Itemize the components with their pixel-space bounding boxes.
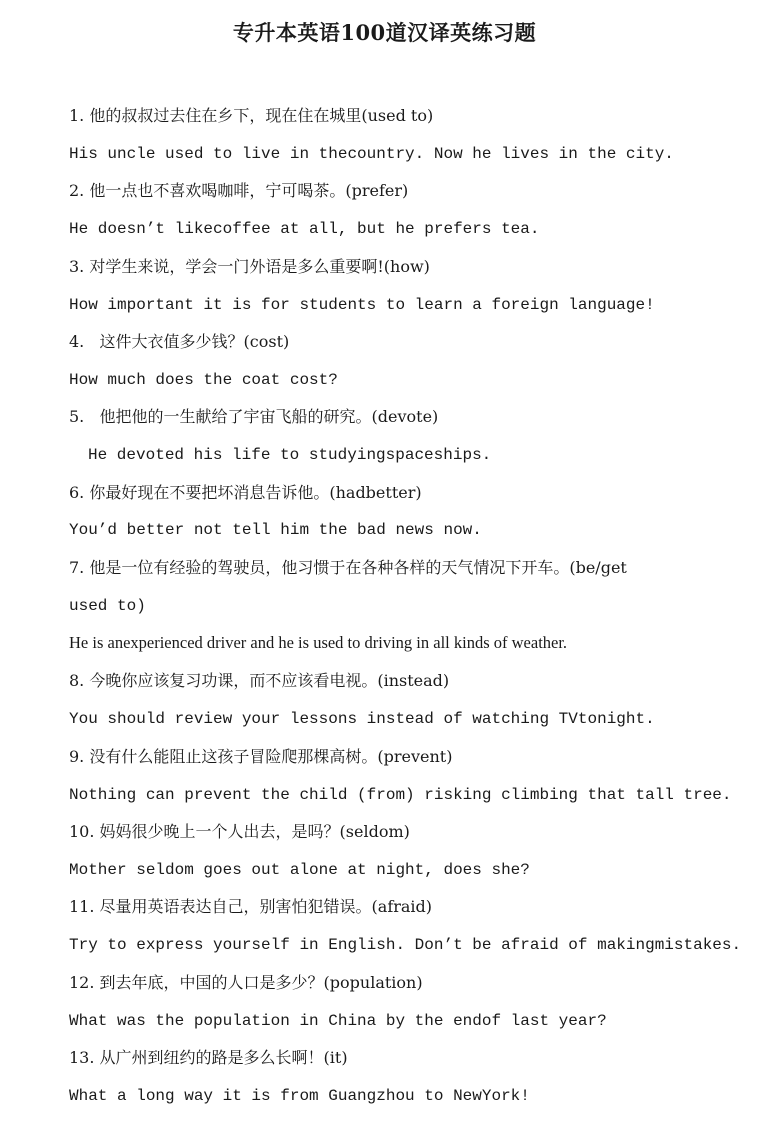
answer-7-english: He is anexperienced driver and he is used to driving in all kinds of weather.	[69, 633, 568, 652]
question-8-chinese: 8. 今晚你应该复习功课，而不应该看电视。(instead)	[69, 671, 450, 690]
answer-3-english: How important it is for students to learn a foreign language!	[69, 296, 655, 314]
question-4-chinese: 4. 这件大衣值多少钱？(cost)	[69, 332, 290, 351]
answer-13-english: What a long way it is from Guangzhou to NewYork!	[69, 1087, 530, 1105]
question-3-chinese: 3. 对学生来说，学会一门外语是多么重要啊!(how)	[69, 257, 430, 276]
question-10-chinese: 10. 妈妈很少晚上一个人出去，是吗？(seldom)	[69, 822, 410, 841]
answer-6-english: You’d better not tell him the bad news now.	[69, 521, 482, 539]
answer-4-english: How much does the coat cost?	[69, 371, 338, 389]
document-title: 专升本英语100道汉译英练习题	[232, 20, 537, 45]
answer-11-english: Try to express yourself in English. Don’t be afraid of makingmistakes.	[69, 936, 742, 954]
question-2-chinese: 2. 他一点也不喜欢喝咖啡，宁可喝茶。(prefer)	[69, 181, 409, 200]
question-9-chinese: 9. 没有什么能阻止这孩子冒险爬那棵高树。(prevent)	[69, 747, 453, 766]
answer-8-english: You should review your lessons instead of watching TVtonight.	[69, 710, 655, 728]
question-7-chinese: 7. 他是一位有经验的驾驶员，他习惯于在各种各样的天气情况下开车。(be/get	[69, 558, 627, 577]
question-5-chinese: 5. 他把他的一生献给了宇宙飞船的研究。(devote)	[69, 407, 439, 426]
answer-5-english: He devoted his life to studyingspaceships.	[88, 446, 492, 464]
answer-9-english: Nothing can prevent the child (from) risking climbing that tall tree.	[69, 786, 732, 804]
question-6-chinese: 6. 你最好现在不要把坏消息告诉他。(hadbetter)	[69, 483, 422, 502]
question-13-chinese: 13. 从广州到纽约的路是多么长啊！(it)	[69, 1048, 348, 1067]
question-12-chinese: 12. 到去年底，中国的人口是多少？(population)	[69, 973, 423, 992]
answer-1-english: His uncle used to live in thecountry. Now he lives in the city.	[69, 145, 674, 163]
answer-10-english: Mother seldom goes out alone at night, does she?	[69, 861, 530, 879]
question-7-chinese-continued: used to)	[69, 597, 146, 615]
question-1-chinese: 1. 他的叔叔过去住在乡下，现在住在城里(used to)	[69, 106, 434, 125]
answer-2-english: He doesn’t likecoffee at all, but he prefers tea.	[69, 220, 540, 238]
answer-12-english: What was the population in China by the endof last year?	[69, 1012, 607, 1030]
question-11-chinese: 11. 尽量用英语表达自己，别害怕犯错误。(afraid)	[69, 897, 433, 916]
